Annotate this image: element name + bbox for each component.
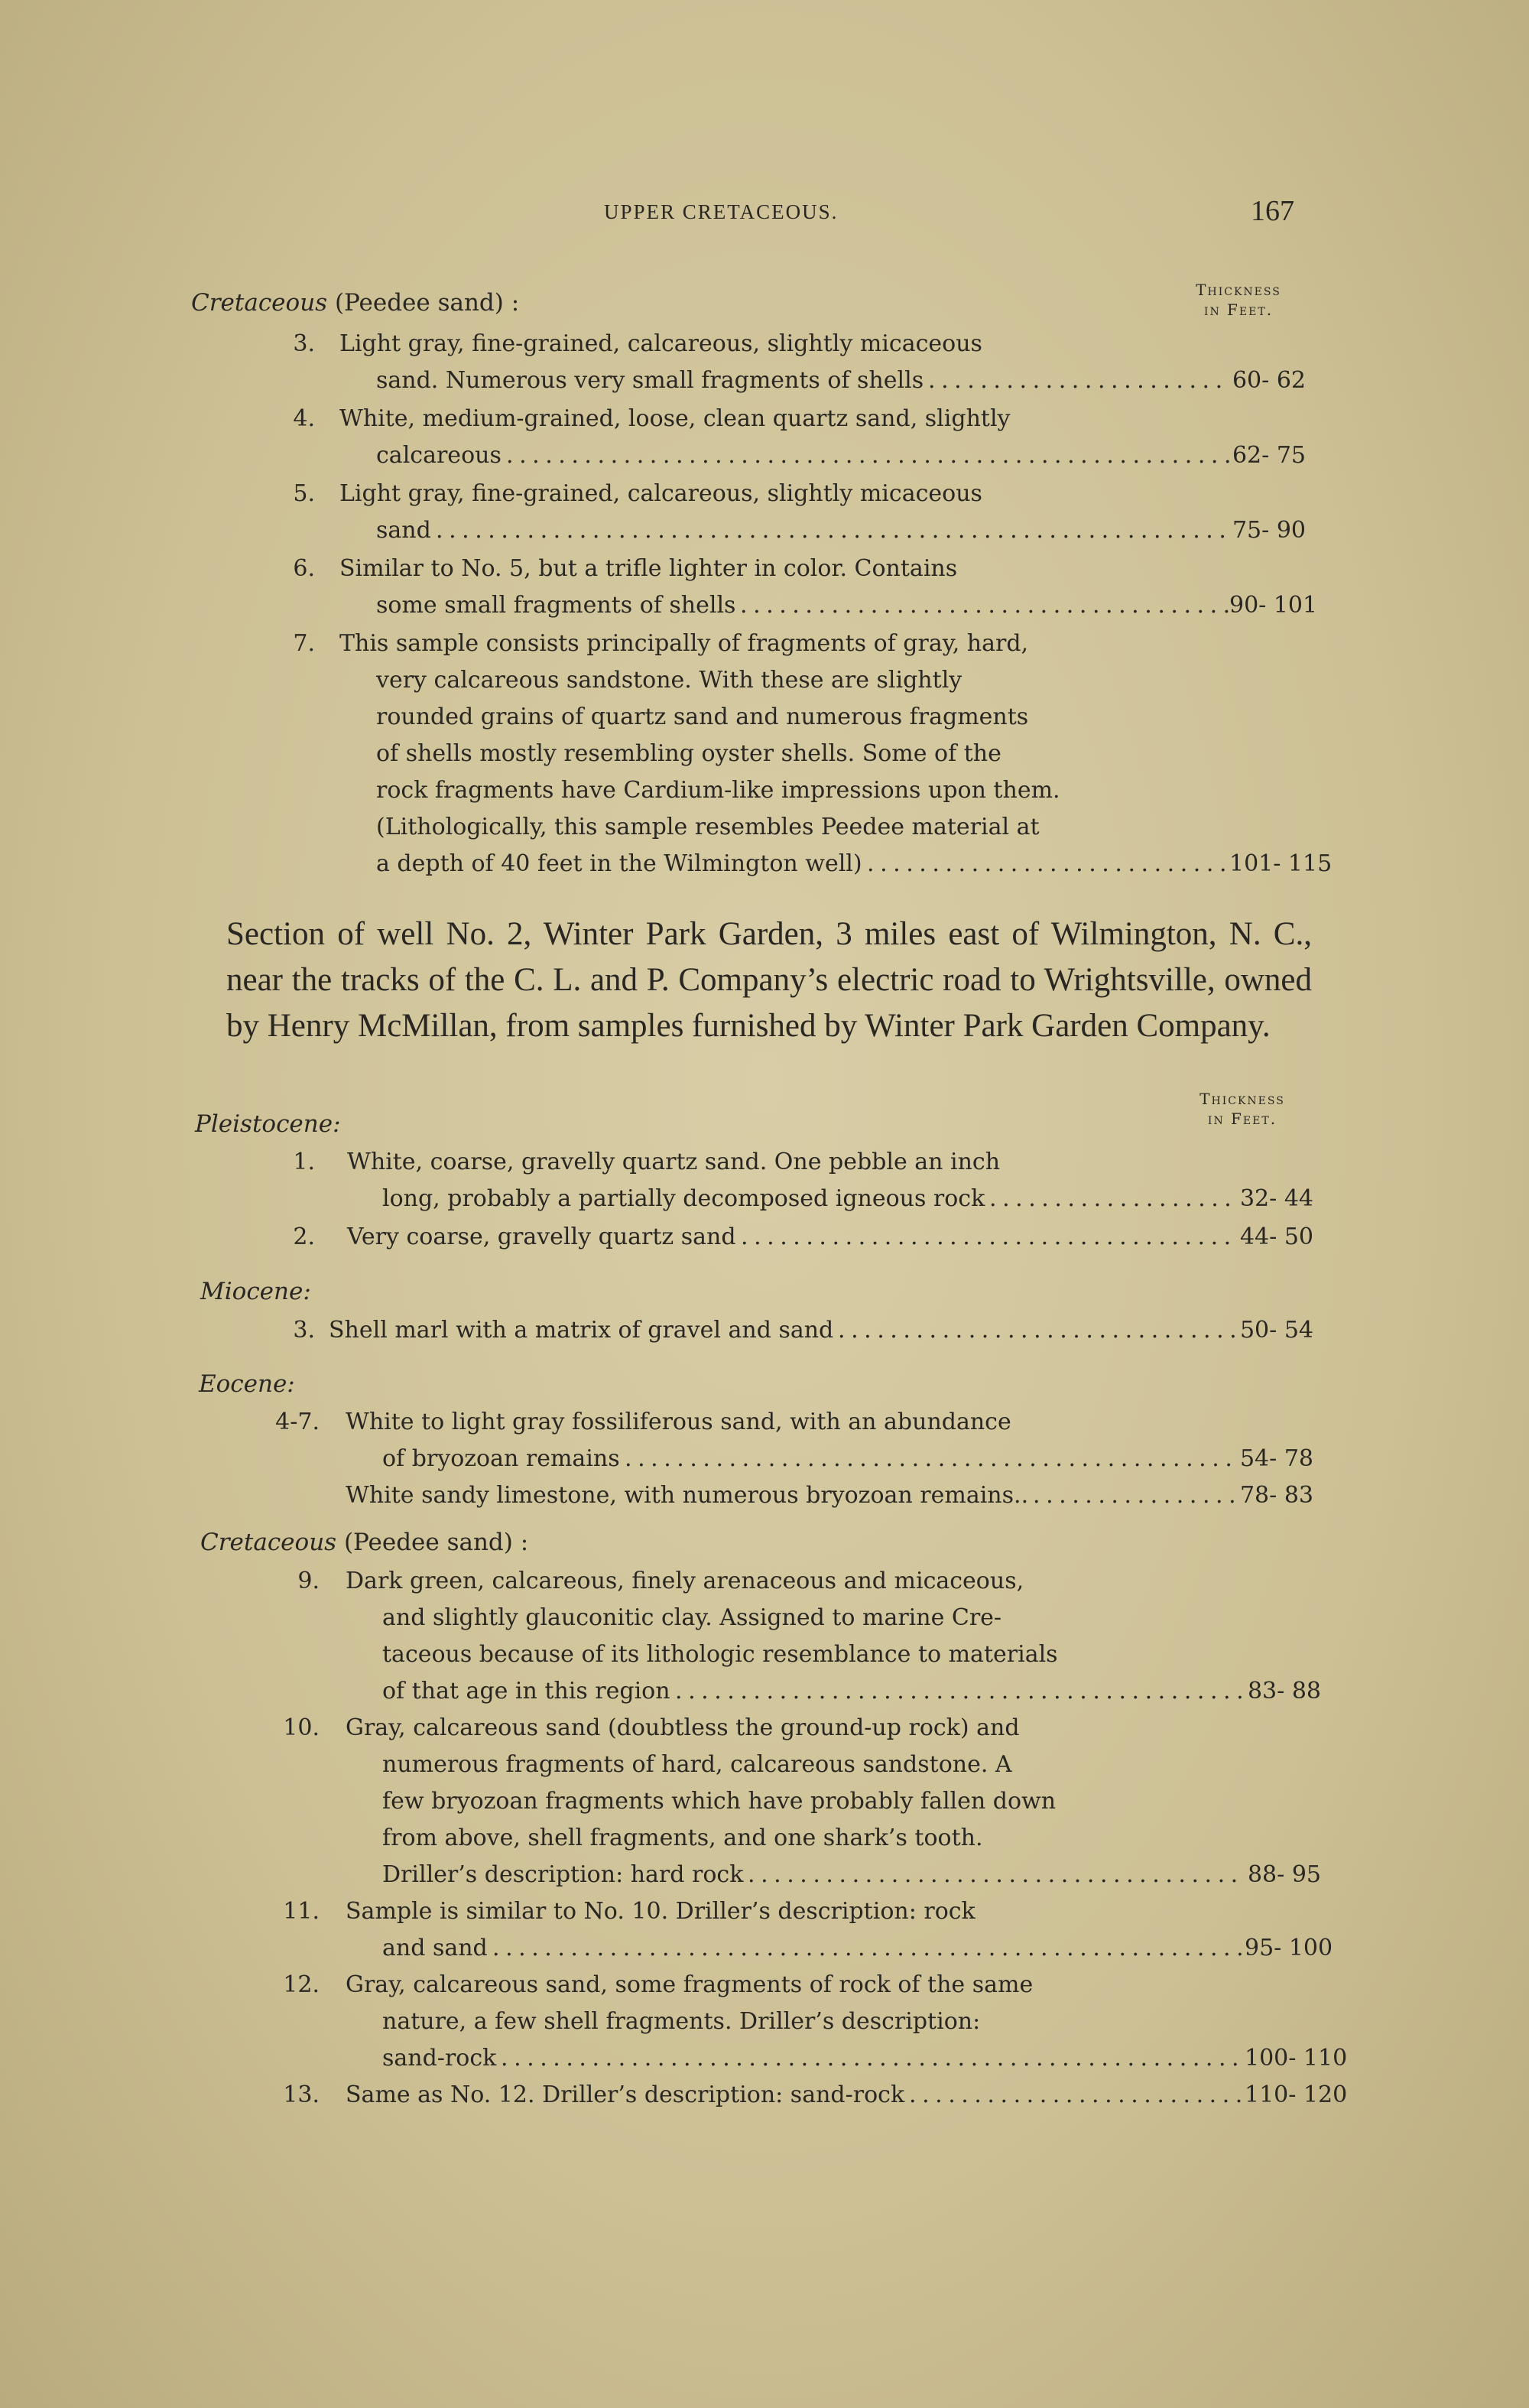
dot-leader [928,362,1232,399]
entry-number: 4. [293,405,315,432]
era-heading-cretaceous-2 [200,1529,528,1556]
thickness-value: 83- 88 [1247,1678,1321,1704]
entry-text-line: Dark green, calcareous, finely arenaceous and micaceous, [346,1568,1024,1594]
dot-leader [909,2077,1248,2114]
dot-leader [436,512,1232,549]
dot-leader [501,2040,1248,2077]
entry-text-line: White sandy limestone, with numerous bryozoan remains.. [346,1482,1029,1509]
entry-text-line: This sample consists principally of fragments of gray, hard, [339,630,1029,657]
entry-text-line: and slightly glauconitic clay. Assigned to marine Cre- [382,1604,1002,1631]
entry-text-line: White, coarse, gravelly quartz sand. One pebble an inch [347,1149,1001,1175]
dot-leader [740,587,1232,624]
dot-leader [625,1441,1240,1477]
era-heading-pleistocene: Pleistocene: [195,1110,341,1138]
era-extra: (Peedee sand) : [343,1529,529,1556]
entry-text-line: sand [376,517,431,544]
thickness-value: 75- 90 [1232,517,1306,544]
entry-text-line: Driller’s description: hard rock [382,1861,744,1888]
entry-number: 7. [293,630,315,657]
entry-text-line: rounded grains of quartz sand and numerous fragments [376,704,1029,730]
thickness-value: 95- 100 [1245,1935,1333,1961]
entry-text-line: Shell marl with a matrix of gravel and sand [329,1317,834,1344]
entry-number: 11. [283,1898,320,1925]
dot-leader [506,437,1232,474]
entry-text-line: from above, shell fragments, and one shark’s tooth. [382,1825,983,1851]
entry-number: 4-7. [275,1409,320,1435]
entry-text-line: Light gray, fine-grained, calcareous, slightly micaceous [339,330,982,357]
thickness-value: 100- 110 [1245,2045,1348,2072]
entry-text-line: of bryozoan remains [382,1445,620,1472]
entry-text-line: Similar to No. 5, but a trifle lighter in color. Contains [339,555,958,582]
era-heading-cretaceous [191,289,519,317]
dot-leader [838,1312,1240,1349]
dot-leader [748,1857,1248,1893]
entry-number: 3. [293,1317,315,1344]
entry-text-line: White, medium-grained, loose, clean quartz sand, slightly [339,405,1011,432]
entry-text-line: and sand [382,1935,488,1961]
dot-leader [1033,1477,1240,1514]
entry-text-line: of shells mostly resembling oyster shells. Some of the [376,740,1001,767]
thickness-heading-line1: Thickness [1196,281,1281,299]
entry-text-line: of that age in this region [382,1678,670,1704]
entry-text-line: long, probably a partially decomposed igneous rock [382,1185,985,1212]
entry-text-line: some small fragments of shells [376,592,736,619]
entry-number: 6. [293,555,315,582]
thickness-value: 44- 50 [1239,1223,1313,1250]
entry-number: 12. [283,1971,320,1998]
entry-number: 13. [283,2081,320,2108]
entry-text-line: (Lithologically, this sample resembles Peedee material at [376,814,1040,840]
entry-text-line: Same as No. 12. Driller’s description: sand-rock [346,2081,905,2108]
entry-text-line: few bryozoan fragments which have probably fallen down [382,1788,1057,1815]
thickness-heading-line2: in Feet. [1203,301,1274,319]
well-section-paragraph: Section of well No. 2, Winter Park Garden, 3 miles east of Wilmington, N. C., near the tracks of the C. L. and P. Company’s electric road to Wrightsville, owned by Henry McMillan, from samples furnished by Winter Park Garden Company. [226,916,1312,1044]
entry-text-line: sand. Numerous very small fragments of shells [376,367,924,394]
entry-number: 3. [293,330,315,357]
entry-number: 2. [293,1223,315,1250]
running-header: UPPER CRETACEOUS. [604,200,839,223]
entry-text-line: Light gray, fine-grained, calcareous, slightly micaceous [339,480,982,507]
entry-text-line: nature, a few shell fragments. Driller’s description: [382,2008,981,2035]
thickness-value: 32- 44 [1239,1185,1313,1212]
entry-text-line: a depth of 40 feet in the Wilmington well) [376,850,862,877]
thickness-value: 110- 120 [1245,2081,1348,2108]
entry-text-line: Gray, calcareous sand (doubtless the ground-up rock) and [346,1714,1020,1741]
entry-text-line: very calcareous sandstone. With these are slightly [376,667,963,694]
thickness-value: 62- 75 [1232,442,1306,469]
entry-text-line: taceous because of its lithologic resemblance to materials [382,1641,1058,1668]
thickness-heading-line1: Thickness [1200,1090,1285,1108]
dot-leader [741,1219,1240,1256]
entry-number: 5. [293,480,315,507]
thickness-column-heading-2 [1166,1089,1319,1129]
thickness-value: 60- 62 [1232,367,1306,394]
entry-text-line: numerous fragments of hard, calcareous sandstone. A [382,1751,1012,1778]
era-name: Cretaceous [200,1529,337,1556]
entry-text-line: sand-rock [382,2045,497,2072]
thickness-heading-line2: in Feet. [1207,1110,1277,1128]
entry-text-line: calcareous [376,442,502,469]
dot-leader [492,1930,1248,1967]
entry-text-line: rock fragments have Cardium-like impressions upon them. [376,777,1060,804]
thickness-value: 78- 83 [1239,1482,1313,1509]
era-extra: (Peedee sand) : [334,289,520,317]
entry-text-line: Sample is similar to No. 10. Driller’s description: rock [346,1898,976,1925]
thickness-value: 88- 95 [1247,1861,1321,1888]
thickness-column-heading [1162,280,1315,320]
thickness-value: 54- 78 [1239,1445,1313,1472]
entry-text-line: Very coarse, gravelly quartz sand [347,1223,736,1250]
entry-text-line: White to light gray fossiliferous sand, with an abundance [346,1409,1011,1435]
entry-number: 1. [293,1149,315,1175]
dot-leader [867,846,1232,882]
thickness-value: 101- 115 [1229,850,1333,877]
entry-number: 9. [297,1568,320,1594]
thickness-value: 90- 101 [1229,592,1318,619]
thickness-value: 50- 54 [1239,1317,1313,1344]
era-heading-miocene: Miocene: [200,1278,311,1305]
era-heading-eocene: Eocene: [199,1370,295,1398]
dot-leader [989,1181,1240,1217]
entry-number: 10. [283,1714,320,1741]
page-number: 167 [1251,195,1294,227]
era-name: Cretaceous [191,289,328,317]
dot-leader [675,1673,1248,1710]
entry-text-line: Gray, calcareous sand, some fragments of rock of the same [346,1971,1034,1998]
